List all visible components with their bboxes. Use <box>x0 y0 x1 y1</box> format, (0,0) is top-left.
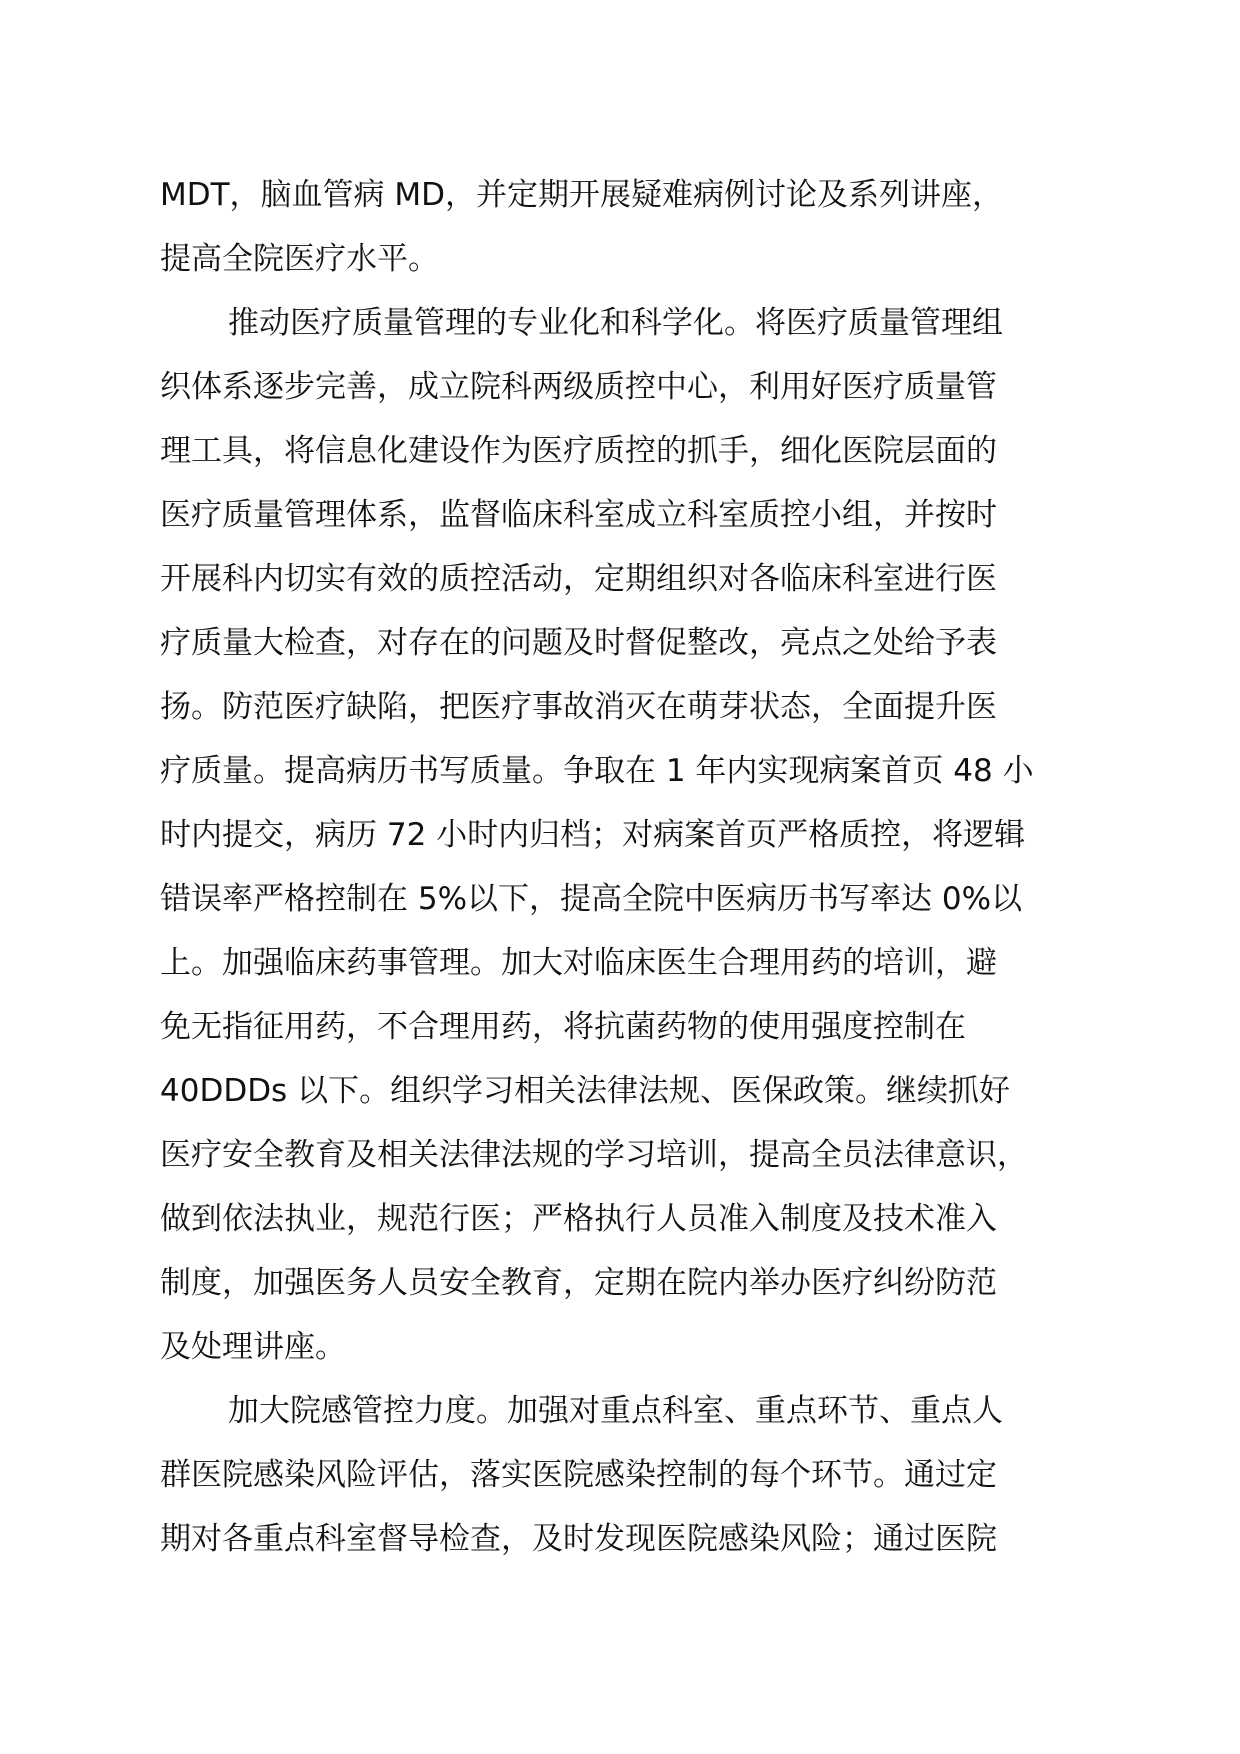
text-line: 制度，加强医务人员安全教育，定期在院内举办医疗纠纷防范 <box>160 1265 997 1301</box>
paragraph-start-line: 加大院感管控力度。加强对重点科室、重点环节、重点人 <box>228 1393 1003 1429</box>
text-line: 上。加强临床药事管理。加大对临床医生合理用药的培训，避 <box>160 945 997 981</box>
text-line: 群医院感染风险评估，落实医院感染控制的每个环节。通过定 <box>160 1457 997 1493</box>
text-line: 医疗质量管理体系，监督临床科室成立科室质控小组，并按时 <box>160 497 997 533</box>
text-line: 40DDDs 以下。组织学习相关法律法规、医保政策。继续抓好 <box>160 1073 1011 1109</box>
text-line: 免无指征用药，不合理用药，将抗菌药物的使用强度控制在 <box>160 1009 966 1045</box>
text-line: MDT，脑血管病 MD，并定期开展疑难病例讨论及系列讲座， <box>160 177 1004 213</box>
text-line: 疗质量大检查，对存在的问题及时督促整改，亮点之处给予表 <box>160 625 997 661</box>
paragraph-start-line: 推动医疗质量管理的专业化和科学化。将医疗质量管理组 <box>228 305 1003 341</box>
text-line: 及处理讲座。 <box>160 1329 346 1365</box>
text-line: 织体系逐步完善，成立院科两级质控中心，利用好医疗质量管 <box>160 369 997 405</box>
text-line: 做到依法执业，规范行医；严格执行人员准入制度及技术准入 <box>160 1201 997 1237</box>
text-line: 错误率严格控制在 5%以下，提高全院中医病历书写率达 0%以 <box>160 881 1023 917</box>
text-line: 扬。防范医疗缺陷，把医疗事故消灭在萌芽状态，全面提升医 <box>160 689 997 725</box>
text-line: 开展科内切实有效的质控活动，定期组织对各临床科室进行医 <box>160 561 997 597</box>
text-line: 时内提交，病历 72 小时内归档；对病案首页严格质控，将逻辑 <box>160 817 1026 853</box>
text-line: 期对各重点科室督导检查，及时发现医院感染风险；通过医院 <box>160 1521 997 1557</box>
text-line: 医疗安全教育及相关法律法规的学习培训，提高全员法律意识， <box>160 1137 1028 1173</box>
text-line: 理工具，将信息化建设作为医疗质控的抓手，细化医院层面的 <box>160 433 997 469</box>
document-body-text <box>160 163 1120 1571</box>
text-line: 疗质量。提高病历书写质量。争取在 1 年内实现病案首页 48 小 <box>160 753 1034 789</box>
text-line: 提高全院医疗水平。 <box>160 241 439 277</box>
